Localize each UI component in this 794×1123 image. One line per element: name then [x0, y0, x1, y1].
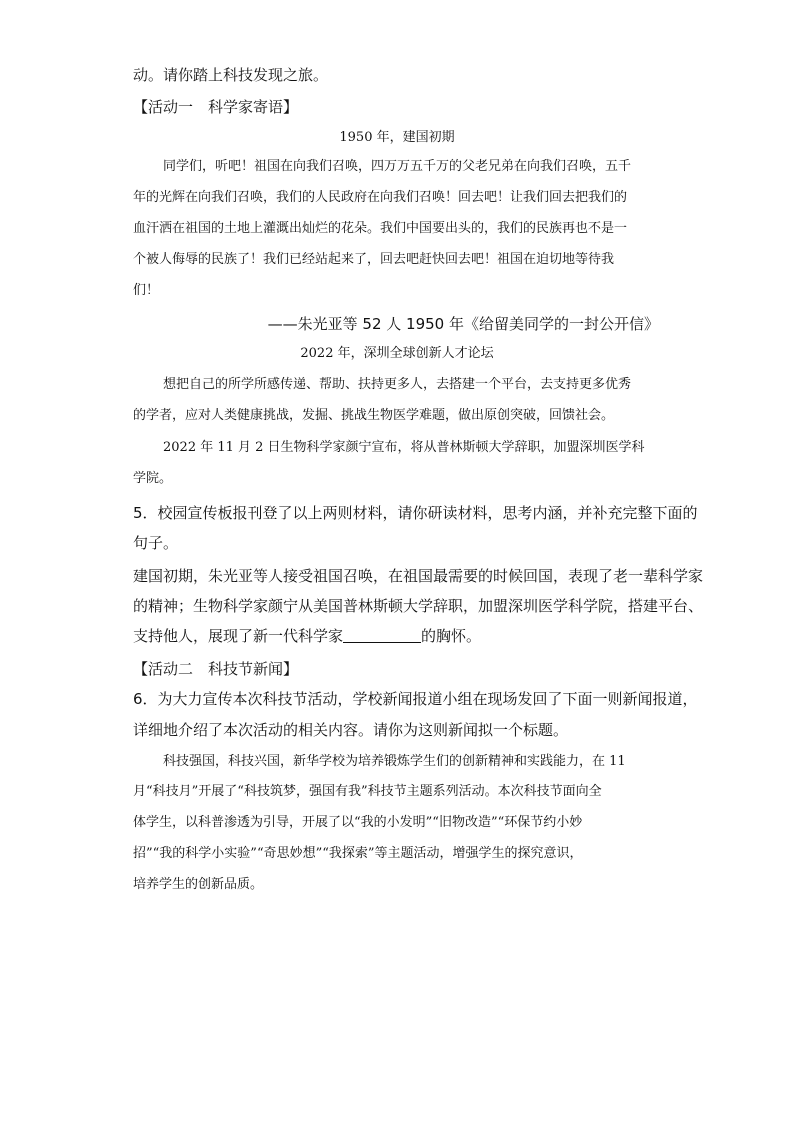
question6-line: 详细地介绍了本次活动的相关内容。请你为这则新闻拟一个标题。	[133, 721, 569, 739]
question5-text: 支持他人，展现了新一代科学家	[133, 627, 344, 645]
material1-line: 们！	[133, 283, 160, 298]
question5-line: 建国初期，朱光亚等人接受祖国召唤，在祖国最需要的时候回国，表现了老一辈科学家	[133, 567, 704, 585]
material1-line: 同学们，听吧！祖国在向我们召唤，四万万五千万的父老兄弟在向我们召唤，五千	[163, 159, 632, 174]
activity1-heading: 【活动一 科学家寄语】	[133, 98, 299, 116]
news-line: 体学生，以科普渗透为引导，开展了以“我的小发明”“旧物改造”“环保节约小妙	[133, 815, 583, 830]
material1-source: ——朱光亚等 52 人 1950 年《给留美同学的一封公开信》	[267, 315, 659, 333]
material2-subtitle: 2022 年，深圳全球创新人才论坛	[300, 346, 494, 361]
question5-line: 句子。	[133, 534, 179, 552]
material1-line: 血汗洒在祖国的土地上灌溉出灿烂的花朵。我们中国要出头的，我们的民族再也不是一	[133, 221, 628, 236]
question5-last-line	[133, 625, 481, 647]
activity2-heading: 【活动二 科技节新闻】	[133, 660, 299, 678]
question5-line: 5．校园宣传板报刊登了以上两则材料，请你研读材料，思考内涵，并补充完整下面的	[133, 504, 698, 522]
material2-line: 的学者，应对人类健康挑战，发掘、挑战生物医学难题，做出原创突破，回馈社会。	[133, 408, 615, 423]
material2-line: 2022 年 11 月 2 日生物科学家颜宁宣布，将从普林斯顿大学辞职，加盟深圳医学科	[163, 440, 645, 455]
material1-subtitle: 1950 年，建国初期	[339, 130, 455, 145]
question5-line: 的精神；生物科学家颜宁从美国普林斯顿大学辞职，加盟深圳医学科学院，搭建平台、	[133, 597, 704, 615]
material2-line: 学院。	[133, 471, 173, 486]
material1-line: 个被人侮辱的民族了！我们已经站起来了，回去吧赶快回去吧！祖国在迫切地等待我	[133, 252, 615, 267]
intro-tail: 动。请你踏上科技发现之旅。	[133, 66, 329, 84]
question6-line: 6．为大力宣传本次科技节活动，学校新闻报道小组在现场发回了下面一则新闻报道，	[133, 690, 698, 708]
material1-line: 年的光辉在向我们召唤，我们的人民政府在向我们召唤！回去吧！让我们回去把我们的	[133, 190, 628, 205]
news-line: 月“科技月”开展了“科技筑梦，强国有我”科技节主题系列活动。本次科技节面向全	[133, 784, 602, 799]
news-line: 招”“我的科学小实验”“奇思妙想”“我探索”等主题活动，增强学生的探究意识，	[133, 846, 583, 861]
material2-line: 想把自己的所学所感传递、帮助、扶持更多人，去搭建一个平台，去支持更多优秀	[163, 377, 632, 392]
question5-text: 的胸怀。	[421, 627, 482, 645]
answer-blank[interactable]	[343, 626, 421, 643]
news-line: 科技强国，科技兴国，新华学校为培养锻炼学生们的创新精神和实践能力，在 11	[163, 754, 626, 769]
news-line: 培养学生的创新品质。	[133, 877, 264, 892]
